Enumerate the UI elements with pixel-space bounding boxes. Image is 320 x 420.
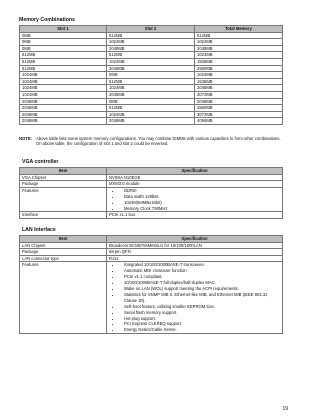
lan-section-title: LAN Interface (22, 227, 56, 233)
vga-package-label: Package (20, 181, 107, 188)
vga-features-list (109, 188, 280, 212)
lan-connector-label: LAN connector type (20, 255, 107, 262)
table-row (20, 174, 283, 181)
slot1-cell: 0MB (20, 32, 107, 39)
slot2-cell: 1024MB (107, 58, 195, 65)
lan-package-value: 68-pin QFN (107, 249, 283, 256)
slot2-cell: 2048MB (107, 118, 195, 125)
slot2-cell: 0MB (107, 98, 195, 105)
lan-connector-value: RJ11 (107, 255, 283, 262)
slot2-cell: 512MB (107, 105, 195, 112)
lan-chipset-value: Broadcom BCM5784MKMLG for 10/100/1000LAN (107, 242, 283, 249)
total-memory-cell: 2048MB (195, 85, 283, 92)
total-memory-cell: 2560MB (195, 65, 283, 72)
vga-package-value: MXM3.0 module (107, 181, 283, 188)
list-item: • Memory Clock 790MHz (121, 206, 280, 212)
vga-header-spec: Specification (107, 168, 283, 175)
list-item: • Self-boot feature, utilizing smaller EEPROM size. (121, 304, 280, 310)
slot1-cell: 1024MB (20, 85, 107, 92)
list-item: • Energy Detect/Cable Sense. (121, 327, 280, 333)
page-number: 19 (282, 406, 288, 412)
total-memory-cell: 2048MB (195, 45, 283, 52)
table-row (20, 262, 283, 334)
lan-features-value (107, 262, 283, 334)
memory-note (19, 136, 284, 147)
table-row (20, 85, 283, 92)
table-row (20, 52, 283, 59)
footer-mark (18, 406, 26, 410)
table-row (20, 187, 283, 212)
slot2-cell: 2048MB (107, 65, 195, 72)
vga-interface-label: Interface (20, 212, 107, 219)
slot1-cell: 1024MB (20, 78, 107, 85)
lan-header-item: Item (20, 236, 107, 243)
slot2-cell: 512MB (107, 52, 195, 59)
slot1-cell: 0MB (20, 45, 107, 52)
slot2-cell: 2048MB (107, 91, 195, 98)
slot1-cell: 512MB (20, 65, 107, 72)
slot2-cell: 1024MB (107, 39, 195, 46)
vga-features-value (107, 187, 283, 212)
vga-section-title: VGA controller (22, 159, 59, 165)
note-label: NOTE: (19, 136, 33, 141)
total-memory-cell: 3072MB (195, 111, 283, 118)
slot2-cell: 512MB (107, 32, 195, 39)
table-row (20, 242, 283, 249)
slot2-cell: 512MB (107, 78, 195, 85)
lan-package-label: Package (20, 249, 107, 256)
list-item: • 1024M(64MBx16bit) (121, 200, 280, 206)
slot2-cell: 1024MB (107, 111, 195, 118)
lan-chipset-label: LAN Chipset (20, 242, 107, 249)
slot1-cell: 1024MB (20, 72, 107, 79)
table-row (20, 255, 283, 262)
vga-chipset-label: VGA Chipset (20, 174, 107, 181)
total-memory-cell: 512MB (195, 32, 283, 39)
lan-table (19, 235, 283, 334)
header-total-memory: Total Memory (195, 26, 283, 33)
total-memory-cell: 2560MB (195, 105, 283, 112)
total-memory-cell: 1024MB (195, 39, 283, 46)
list-item: • Automatic MDI crossover function. (121, 268, 280, 274)
total-memory-cell: 3072MB (195, 91, 283, 98)
list-item: • Integrated 10/100/1000BASE-T transceiver. (121, 262, 280, 268)
table-row (20, 91, 283, 98)
list-item: • Statistics for SNMP MIB II, Ethernet-like MIB, and Ethernet MIB (IEEE 802.3z, Clause 30). (121, 292, 280, 304)
list-item: • 10/100/1000BASE-T full-duplex/half-duplex MAC. (121, 280, 280, 286)
header-slot1: Slot 1 (20, 26, 107, 33)
table-row (20, 111, 283, 118)
slot1-cell: 2048MB (20, 111, 107, 118)
total-memory-cell: 1024MB (195, 52, 283, 59)
list-item: • Serial flash memory support. (121, 310, 280, 316)
slot1-cell: 0MB (20, 39, 107, 46)
slot2-cell: 0MB (107, 72, 195, 79)
slot1-cell: 512MB (20, 52, 107, 59)
table-row (20, 118, 283, 125)
slot1-cell: 2048MB (20, 118, 107, 125)
lan-features-label: Features (20, 262, 107, 334)
slot1-cell: 2048MB (20, 105, 107, 112)
table-row (20, 58, 283, 65)
list-item: • DDRIII (121, 188, 280, 194)
total-memory-cell: 1536MB (195, 78, 283, 85)
list-item: • Hot plug support. (121, 316, 280, 322)
total-memory-cell: 4096MB (195, 118, 283, 125)
vga-interface-value: PCIe x1.1 bus (107, 212, 283, 219)
table-row (20, 78, 283, 85)
table-row (20, 39, 283, 46)
slot1-cell: 2048MB (20, 98, 107, 105)
slot1-cell: 1024MB (20, 91, 107, 98)
vga-table (19, 167, 283, 219)
table-row (20, 212, 283, 219)
lan-header-spec: Specification (107, 236, 283, 243)
list-item: • PCI Express CLKREQ support. (121, 321, 280, 327)
vga-table-header (20, 168, 283, 175)
slot2-cell: 2048MB (107, 45, 195, 52)
slot1-cell: 512MB (20, 58, 107, 65)
table-row (20, 105, 283, 112)
memory-table (19, 25, 283, 125)
list-item: • Wake on LAN (WOL) support meeting the ACPI requirements. (121, 286, 280, 292)
vga-chipset-value: NVIDIA N10EGE (107, 174, 283, 181)
table-row (20, 45, 283, 52)
table-row (20, 249, 283, 256)
total-memory-cell: 1024MB (195, 72, 283, 79)
list-item: • PCIe v1.1 compliant. (121, 274, 280, 280)
table-row (20, 98, 283, 105)
total-memory-cell: 2048MB (195, 98, 283, 105)
lan-features-list (109, 262, 280, 333)
table-row (20, 32, 283, 39)
header-slot2: Slot 2 (107, 26, 195, 33)
total-memory-cell: 1536MB (195, 58, 283, 65)
list-item: • Data width 128bits (121, 194, 280, 200)
table-row (20, 65, 283, 72)
vga-header-item: Item (20, 168, 107, 175)
vga-features-label: Features (20, 187, 107, 212)
table-row (20, 72, 283, 79)
slot2-cell: 1024MB (107, 85, 195, 92)
memory-section-title: Memory Combinations (19, 17, 75, 23)
table-row (20, 181, 283, 188)
lan-table-header (20, 236, 283, 243)
memory-table-header (20, 26, 283, 33)
note-text: Above table lists some system memory configurations. You may combine DIMMs with various capacities to form other combinations. On above table, the configuration of slot 1 and slot 2 could be reversed. (36, 136, 281, 147)
